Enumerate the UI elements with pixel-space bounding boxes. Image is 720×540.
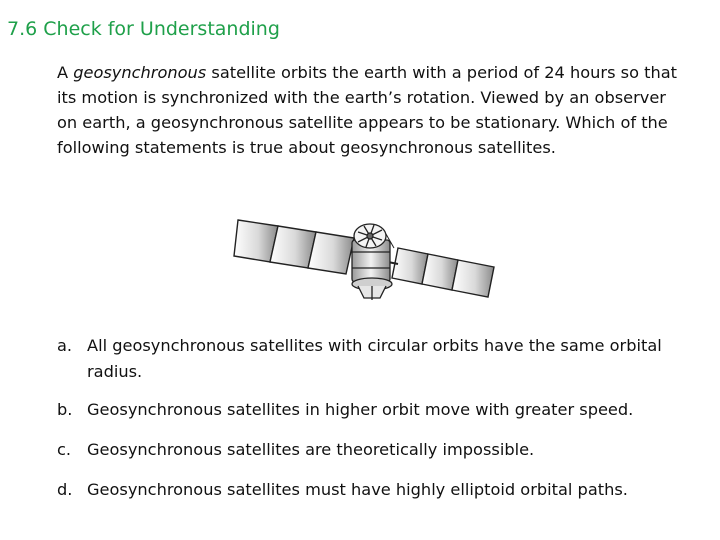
satellite-icon (232, 212, 497, 304)
option-letter: d. (57, 480, 73, 499)
option-letter: b. (57, 400, 73, 419)
option-c[interactable] (57, 437, 534, 463)
satellite-body (352, 224, 394, 300)
option-text: Geosynchronous satellites in higher orbit move with greater speed. (87, 400, 634, 419)
question-prefix: A (57, 63, 74, 82)
option-text: Geosynchronous satellites are theoretically impossible. (87, 440, 535, 459)
question-suffix: satellite orbits the earth with a period of 24 hours so that its motion is synchronized with the earth’s rotation. Viewed by an observer on earth, a geosynchronous satellite appears to be stationary. Which of the following statements is true about geosynchronous satellites. (57, 63, 678, 157)
option-text: Geosynchronous satellites must have highly elliptoid orbital paths. (87, 480, 628, 499)
option-b[interactable] (57, 397, 633, 423)
question-emphasis: geosynchronous (73, 63, 207, 82)
left-solar-panel (234, 220, 354, 274)
slide-title: 7.6 Check for Understanding (7, 18, 280, 40)
option-letter: c. (57, 440, 72, 459)
option-letter: a. (57, 336, 73, 355)
option-a[interactable] (57, 333, 697, 385)
option-d[interactable] (57, 477, 628, 503)
option-text: All geosynchronous satellites with circular orbits have the same orbital radius. (87, 336, 662, 381)
question-text (57, 60, 687, 160)
right-solar-panel (392, 248, 494, 297)
